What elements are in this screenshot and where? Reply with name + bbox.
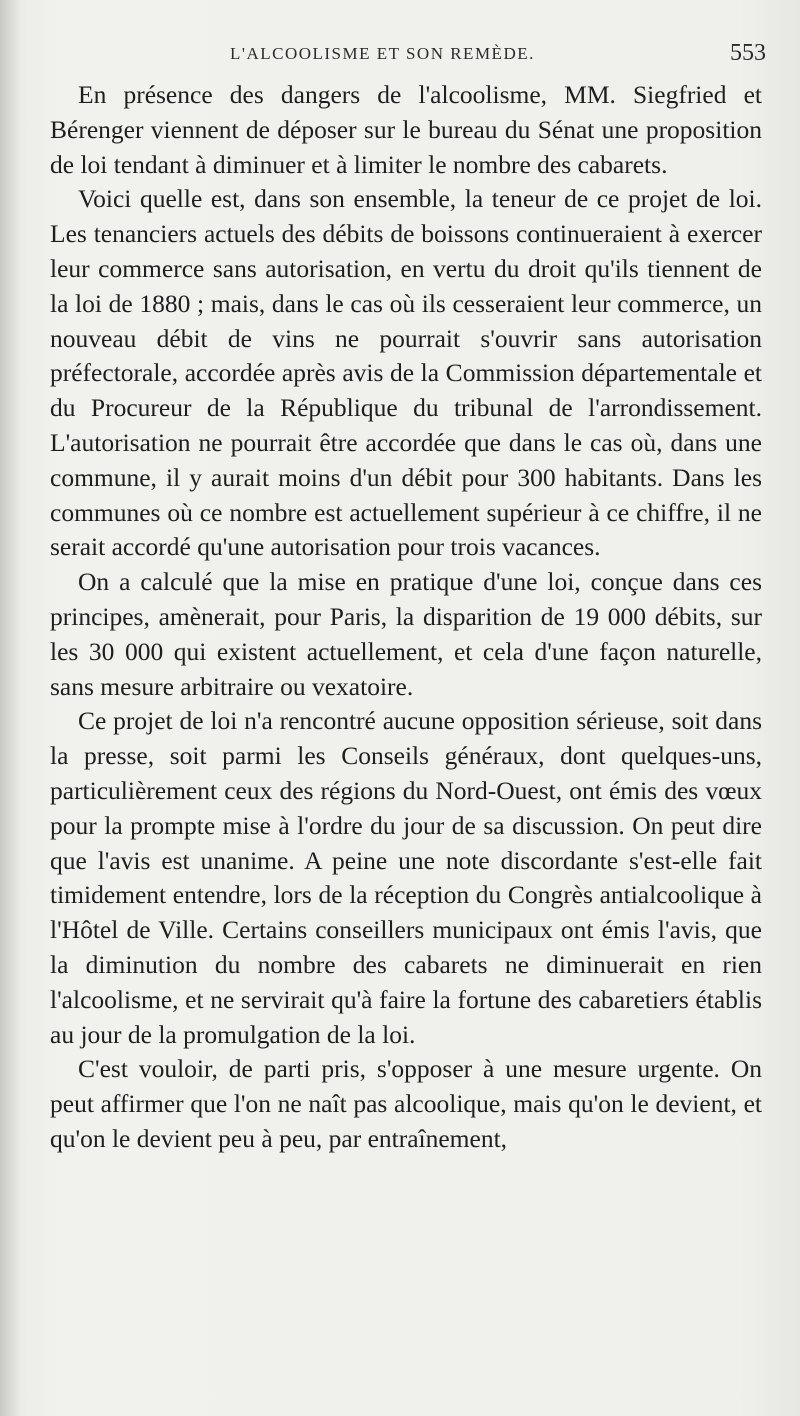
running-title: L'ALCOOLISME ET SON REMÈDE.: [230, 44, 535, 63]
paragraph-4: Ce projet de loi n'a rencontré aucune opposition sérieuse, soit dans la presse, soit parmi les Conseils généraux, dont quelques-uns, particulièrement ceux des régions du Nord-Ouest, ont émis des vœux pour la prompte mise à l'ordre du jour de sa discussion. On peut dire que l'avis est unanime. A peine une note discordante s'est-elle fait timidement entendre, lors de la réception du Congrès antialcoolique à l'Hôtel de Ville. Certains conseillers municipaux ont émis l'avis, que la diminution du nombre des cabarets ne diminuerait en rien l'alcoolisme, et ne servirait qu'à faire la fortune des cabaretiers établis au jour de la promulgation de la loi.: [50, 706, 762, 1049]
paragraph-3: On a calculé que la mise en pratique d'une loi, conçue dans ces principes, amènerait, pour Paris, la disparition de 19 000 débits, sur les 30 000 qui existent actuellement, et cela d'une façon naturelle, sans mesure arbitraire ou vexatoire.: [50, 567, 762, 701]
paragraph-1: En présence des dangers de l'alcoolisme, MM. Siegfried et Bérenger viennent de déposer sur le bureau du Sénat une proposition de loi tendant à diminuer et à limiter le nombre des cabarets.: [50, 80, 762, 179]
paragraph-2: Voici quelle est, dans son ensemble, la teneur de ce projet de loi. Les tenanciers actuels des débits de boissons continueraient à exercer leur commerce sans autorisation, en vertu du droit qu'ils tiennent de la loi de 1880 ; mais, dans le cas où ils cesseraient leur commerce, un nouveau débit de vins ne pourrait s'ouvrir sans autorisation préfectorale, accordée après avis de la Commission départementale et du Procureur de la République du tribunal de l'arrondissement. L'autorisation ne pourrait être accordée que dans le cas où, dans une commune, il y aurait moins d'un débit pour 300 habitants. Dans les communes où ce nombre est actuellement supérieur à ce chiffre, il ne serait accordé qu'une autorisation pour trois vacances.: [50, 184, 762, 562]
page-number: 553: [730, 40, 766, 66]
body-text: [50, 78, 762, 1157]
page-header: [50, 36, 766, 76]
paragraph-5: C'est vouloir, de parti pris, s'opposer à une mesure urgente. On peut affirmer que l'on ne naît pas alcoolique, mais qu'on le devient, et qu'on le devient peu à peu, par entraînement,: [50, 1054, 762, 1153]
